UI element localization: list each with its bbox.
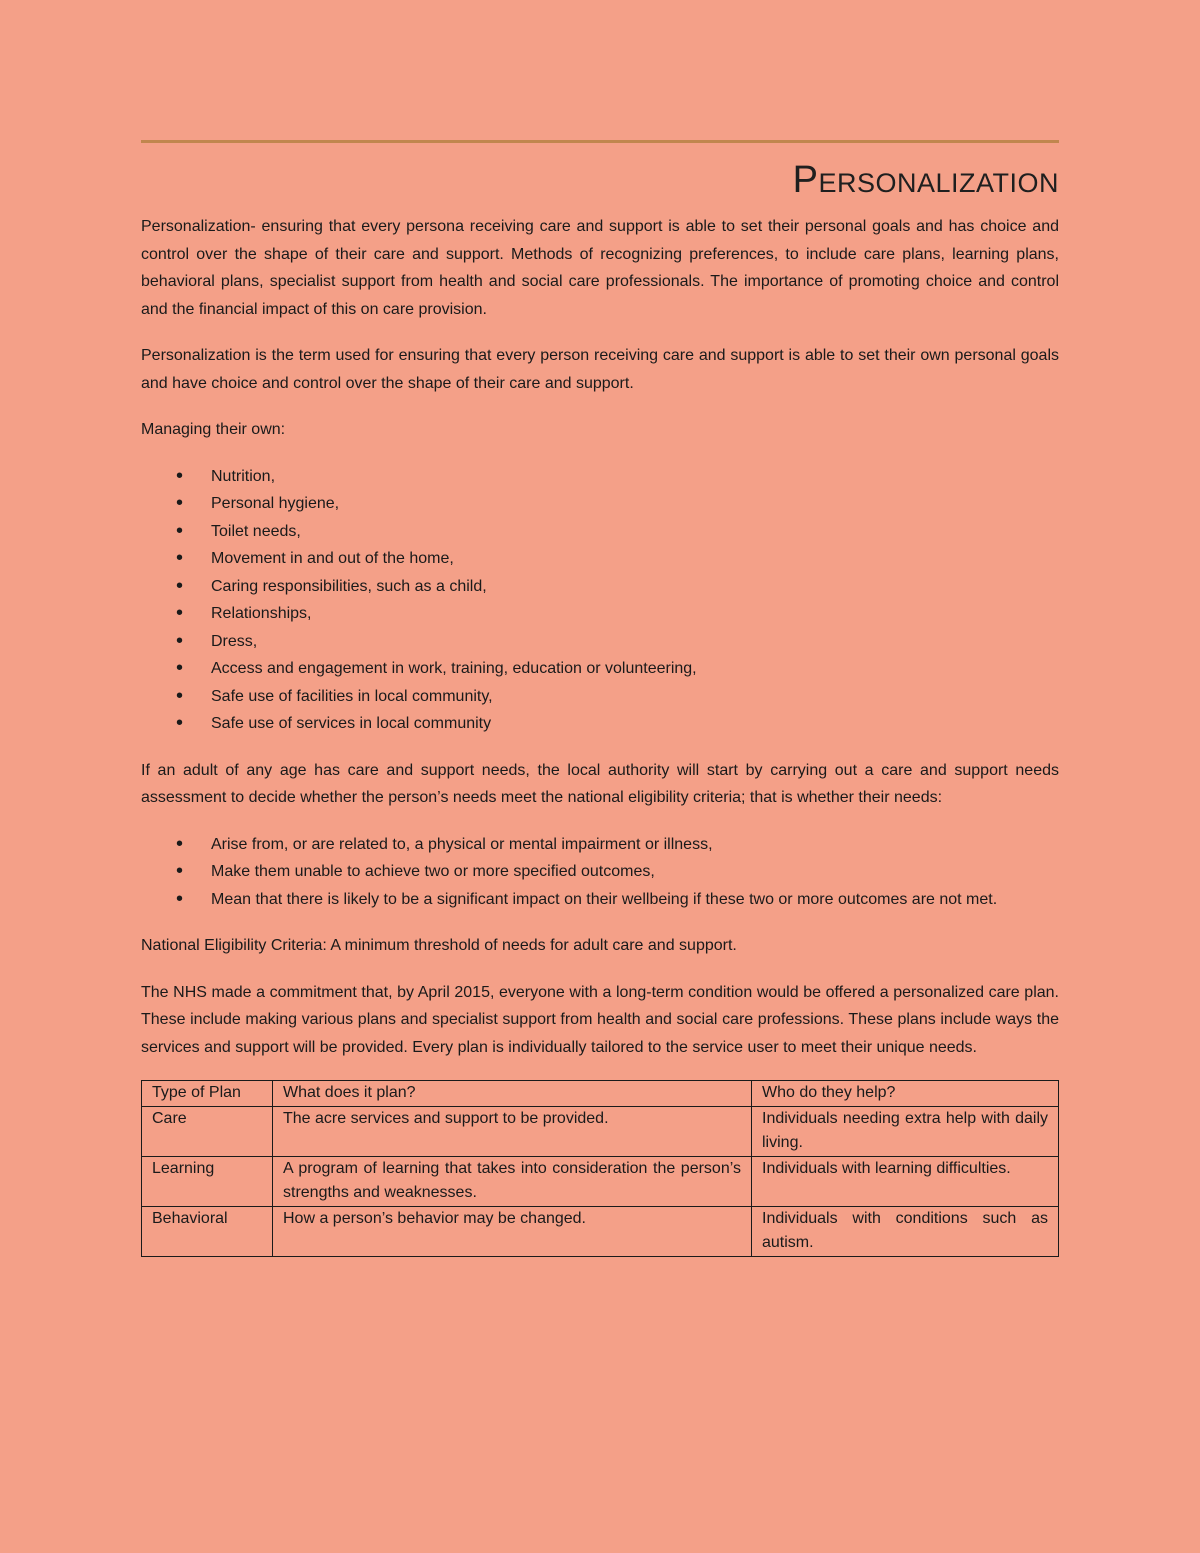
table-cell: Individuals needing extra help with daily living. xyxy=(752,1107,1059,1157)
list-item: • Relationships, xyxy=(211,600,1059,628)
table-header-cell: Type of Plan xyxy=(142,1081,273,1107)
intro-paragraph: Personalization- ensuring that every persona receiving care and support is able to set their personal goals and has choice and control over the shape of their care and support. Methods of recognizing preferences, to include care plans, learning plans, behavioral plans, specialist support from health and social care professionals. The importance of promoting choice and control and the financial impact of this on care provision. xyxy=(141,218,1059,318)
table-row xyxy=(142,1157,1059,1207)
list-item: • Dress, xyxy=(211,628,1059,656)
managing-list xyxy=(141,463,1059,738)
table-cell: A program of learning that takes into consideration the person’s strengths and weaknesses. xyxy=(273,1157,752,1207)
needs-list xyxy=(141,831,1059,914)
list-item: • Personal hygiene, xyxy=(211,490,1059,518)
assessment-paragraph: If an adult of any age has care and support needs, the local authority will start by carrying out a care and support needs assessment to decide whether the person’s needs meet the national eligibility criteria; that is whether their needs: xyxy=(141,761,1059,806)
plans-table xyxy=(141,1080,1059,1257)
table-row xyxy=(142,1107,1059,1157)
definition-paragraph: Personalization is the term used for ensuring that every person receiving care and support is able to set their own personal goals and have choice and control over the shape of their care and support. xyxy=(141,347,1059,392)
list-item: • Caring responsibilities, such as a child, xyxy=(211,573,1059,601)
table-cell: Individuals with conditions such as autism. xyxy=(752,1207,1059,1257)
table-cell: Behavioral xyxy=(142,1207,273,1257)
table-cell: Individuals with learning difficulties. xyxy=(752,1157,1059,1207)
list-item: • Nutrition, xyxy=(211,463,1059,491)
table-header-row xyxy=(142,1081,1059,1107)
table-header-cell: What does it plan? xyxy=(273,1081,752,1107)
table-cell: The acre services and support to be provided. xyxy=(273,1107,752,1157)
list-item: • Toilet needs, xyxy=(211,518,1059,546)
list-item: • Arise from, or are related to, a physical or mental impairment or illness, xyxy=(211,831,1059,859)
list-item: • Make them unable to achieve two or more specified outcomes, xyxy=(211,858,1059,886)
list-item: • Mean that there is likely to be a significant impact on their wellbeing if these two or more outcomes are not met. xyxy=(211,886,1059,914)
list-item: • Safe use of facilities in local community, xyxy=(211,683,1059,711)
table-cell: Learning xyxy=(142,1157,273,1207)
list-item: • Movement in and out of the home, xyxy=(211,545,1059,573)
header-rule xyxy=(141,140,1059,143)
criteria-paragraph: National Eligibility Criteria: A minimum threshold of needs for adult care and support. xyxy=(141,937,737,954)
document-page xyxy=(141,140,1059,1257)
nhs-paragraph: The NHS made a commitment that, by April 2015, everyone with a long-term condition would be offered a personalized care plan. These include making various plans and specialist support from health and social care professions. These plans include ways the services and support will be provided. Every plan is individually tailored to the service user to meet their unique needs. xyxy=(141,983,1059,1056)
table-cell: Care xyxy=(142,1107,273,1157)
list-item: • Access and engagement in work, training, education or volunteering, xyxy=(211,655,1059,683)
page-title: Personalization xyxy=(792,159,1059,201)
table-row xyxy=(142,1207,1059,1257)
list-item: • Safe use of services in local community xyxy=(211,710,1059,738)
table-header-cell: Who do they help? xyxy=(752,1081,1059,1107)
table-cell: How a person’s behavior may be changed. xyxy=(273,1207,752,1257)
managing-heading: Managing their own: xyxy=(141,421,286,438)
